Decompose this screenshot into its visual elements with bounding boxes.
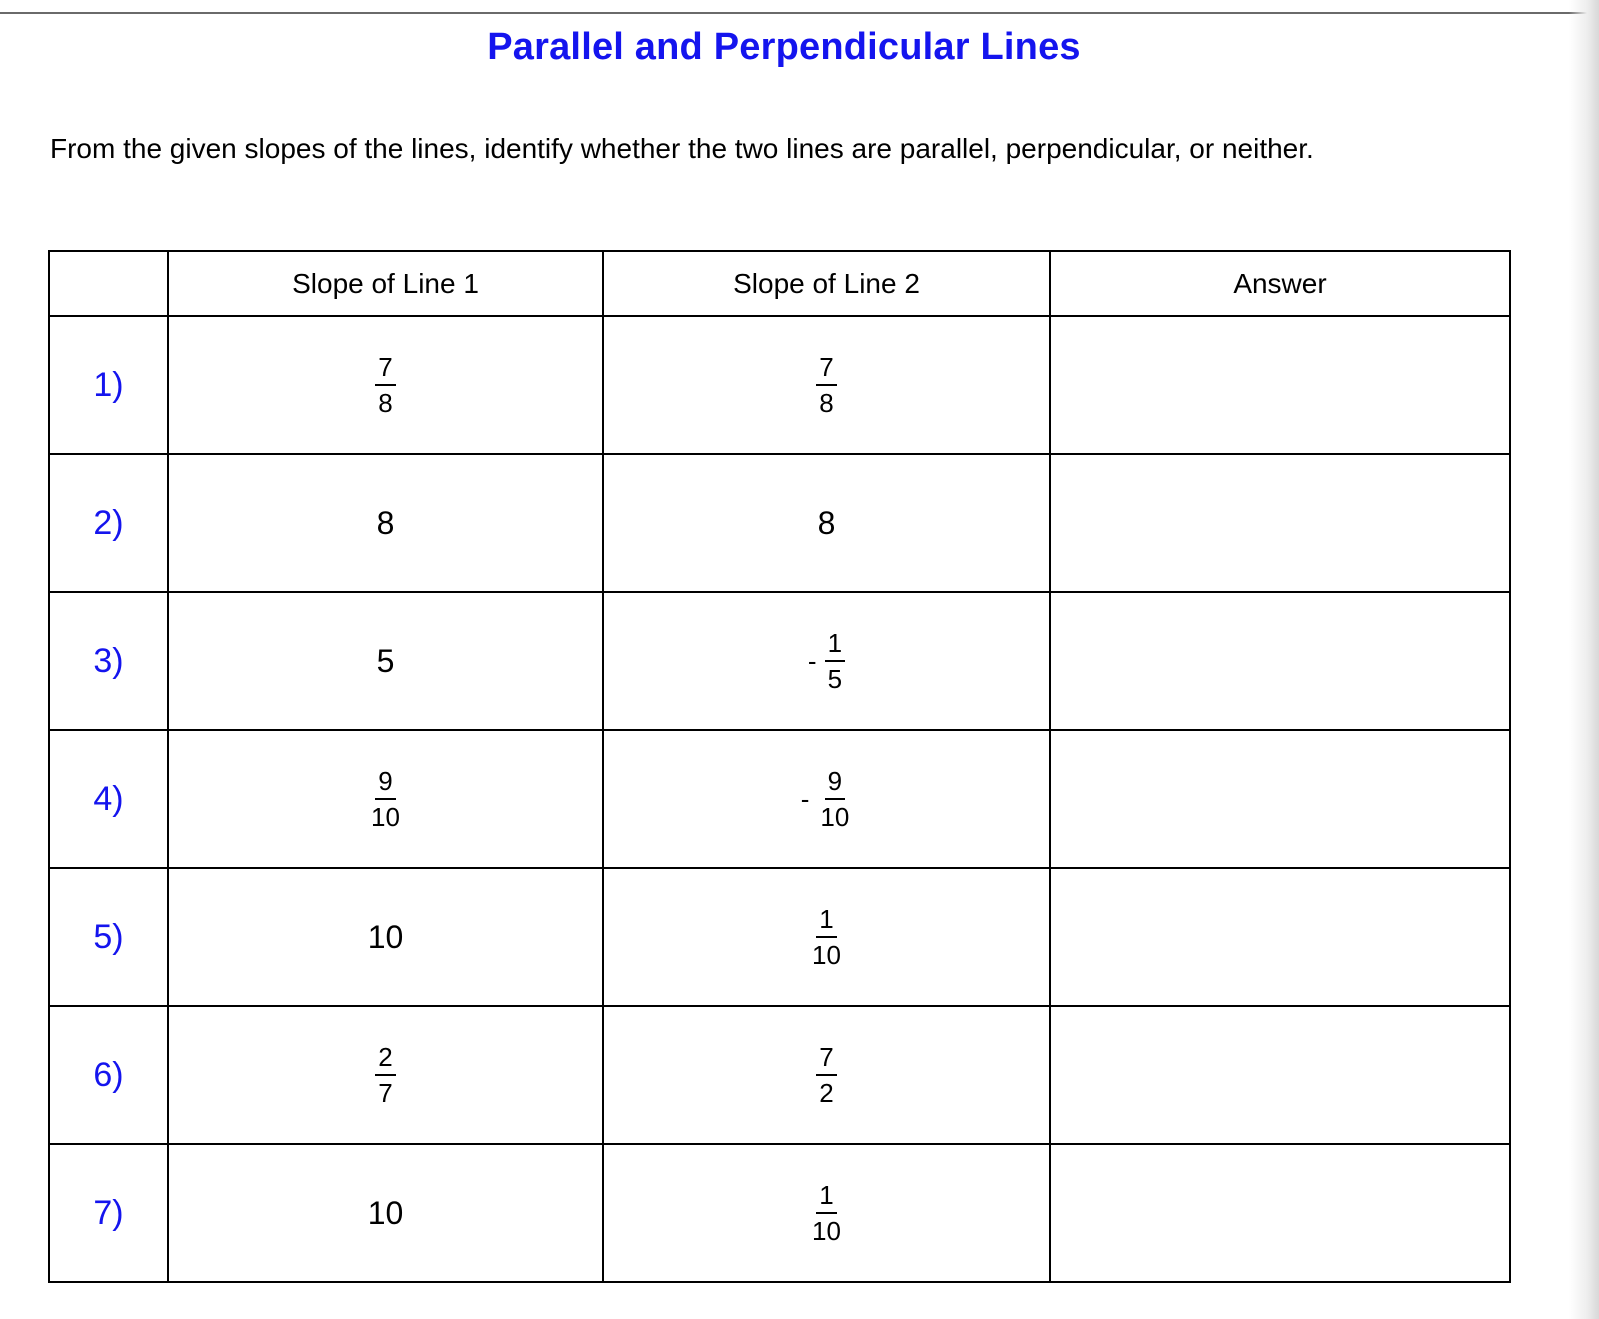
slope-fraction [816,354,836,416]
slopes-table [48,250,1511,1283]
slope-1-cell [168,1006,603,1144]
slope-whole-number: 5 [376,642,395,679]
fraction-denominator: 7 [378,1078,393,1108]
slope-1-cell [168,1144,603,1282]
fraction-denominator: 10 [371,802,400,832]
fraction-numerator: 9 [375,768,395,800]
slope-fraction [809,906,844,968]
table-row [49,1006,1510,1144]
fraction-numerator: 7 [816,354,836,386]
answer-cell[interactable] [1050,1144,1510,1282]
top-divider [0,12,1599,14]
slope-fraction [375,354,395,416]
header-answer: Answer [1050,251,1510,316]
fraction-denominator: 8 [819,388,834,418]
fraction-denominator: 10 [820,802,850,832]
answer-cell[interactable] [1050,868,1510,1006]
slope-2-cell [603,730,1050,868]
slope-2-cell [603,868,1050,1006]
fraction-numerator: 1 [816,906,836,938]
slope-whole-number: 10 [367,1194,404,1231]
table-row [49,1144,1510,1282]
table-row [49,730,1510,868]
slope-fraction [809,1182,844,1244]
fraction-numerator: 1 [825,630,845,662]
fraction-denominator: 8 [378,388,393,418]
slope-2-cell [603,592,1050,730]
row-number: 3) [49,592,168,730]
slope-fraction [816,1044,836,1106]
answer-cell[interactable] [1050,592,1510,730]
row-number: 6) [49,1006,168,1144]
fraction-denominator: 10 [812,940,841,970]
row-number: 7) [49,1144,168,1282]
slope-1-cell [168,454,603,592]
slope-2-cell [603,1006,1050,1144]
slope-fraction [825,630,845,692]
header-number [49,251,168,316]
negative-sign: - [800,784,810,814]
slope-fraction [817,768,852,830]
answer-cell[interactable] [1050,730,1510,868]
slope-1-cell [168,868,603,1006]
table-header-row [49,251,1510,316]
slope-whole-number: 10 [367,918,404,955]
fraction-numerator: 7 [375,354,395,386]
fraction-denominator: 5 [827,664,843,694]
row-number: 1) [49,316,168,454]
slope-fraction [368,768,403,830]
table-row [49,316,1510,454]
answer-cell[interactable] [1050,1006,1510,1144]
slope-whole-number: 8 [817,504,836,541]
page-title: Parallel and Perpendicular Lines [487,26,1081,68]
slope-fraction [375,1044,395,1106]
answer-cell[interactable] [1050,316,1510,454]
fraction-numerator: 2 [375,1044,395,1076]
fraction-denominator: 2 [819,1078,834,1108]
fraction-numerator: 7 [816,1044,836,1076]
table-row [49,868,1510,1006]
slope-1-cell [168,316,603,454]
fraction-denominator: 10 [812,1216,841,1246]
fraction-numerator: 1 [816,1182,836,1214]
table-row [49,454,1510,592]
answer-cell[interactable] [1050,454,1510,592]
row-number: 4) [49,730,168,868]
slope-1-cell [168,592,603,730]
slope-1-cell [168,730,603,868]
instructions-text: From the given slopes of the lines, identify whether the two lines are parallel, perpendicular, or neither. [50,133,1314,164]
header-slope-line-1: Slope of Line 1 [168,251,603,316]
header-slope-line-2: Slope of Line 2 [603,251,1050,316]
fraction-numerator: 9 [825,768,845,800]
row-number: 5) [49,868,168,1006]
slope-2-cell [603,1144,1050,1282]
page-edge-shadow [1569,0,1599,1319]
row-number: 2) [49,454,168,592]
negative-sign: - [807,646,817,676]
slope-whole-number: 8 [376,504,395,541]
table-row [49,592,1510,730]
slope-2-cell [603,454,1050,592]
slope-2-cell [603,316,1050,454]
